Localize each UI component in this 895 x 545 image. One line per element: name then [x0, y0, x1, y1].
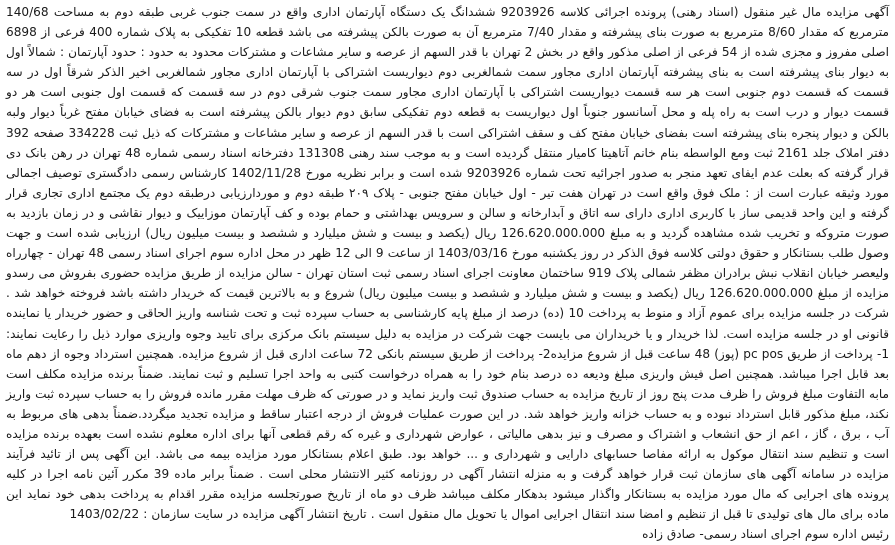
- auction-notice-body: آگهی مزایده مال غیر منقول (اسناد رهنی) پرونده اجرائی کلاسه 9203926 ششدانگ یک دستگاه آپارتمان اداری واقع در سمت جنوب غربی طبقه دوم به مساحت 140/68 مترمربع که مقدار 8/60 مترمربع به صورت بنای پیشرفته و مقدار 7/40 مترمربع آن به صورت بالکن پیشرفته می باشد قطعه 10 تفکیکی به پلاک شماره 400 فرعی از 6898 اصلی مفروز و مجزی شده از 54 فرعی از اصلی مذکور واقع در بخش 2 تهران با قدر السهم از عرصه و سایر مشاعات و مشترکات محدود به حدود : حدود آپارتمان : شمالاً اول به دیوار بنای پیشرفته است به بنای پیشرفته آپارتمان اداری مجاور سمت شمالغربی دوم دیواریست اشتراکی با آپارتمان اداری مجاور شمالغربی اخیر الذکر شرقاً اول در سه قسمت که قسمت دوم جنوبی است هر سه قسمت دیواریست اشتراکی با آپارتمان اداری مجاور سمت جنوب شرقی دوم در سه قسمت که قسمت اول جنوبی است هر دو قسمت دیوار و درب است به راه پله و محل آسانسور جنوباً اول دیواریست به قطعه دوم تفکیکی سابق دوم دیوار بالکن پیشرفته است به فضای خیابان مفتح غرباً دیوار ولبه بالکن و دیوار پنجره بنای پیشرفته است بفضای خیابان مفتح کف و سقف اشتراکی است با قدر السهم از عرصه و سایر مشاعات و مشترکات که ذیل ثبت 334228 صفحه 392 دفتر املاک جلد 2161 ثبت ومع الواسطه بنام خانم آتاهیتا کامیار منتقل گردیده است و به موجب سند رهنی 131308 دفترخانه اسناد رسمی شماره 48 تهران در رهن بانک دی قرار گرفته که بعلت عدم ایفای تعهد منجر به صدور اجرائیه تحت شماره 9203926 شده است و برابر نظریه مورخ 1402/11/28 کارشناس رسمی دادگستری توصیف اجمالی مورد وثیقه عبارت است از : ملک فوق واقع است در تهران هفت تیر - اول خیابان مفتح جنوبی - پلاک ۲۰۹ طبقه دوم و موردارزیابی درطبقه دوم یک مجتمع اداری تجاری قرار گرفته و این واحد قدیمی ساز با کاربری اداری دارای سه اتاق و آبدارخانه و سالن و سرویس بهداشتی و حمام بوده و کف آپارتمان موزاییک و دیوار نقاشی و در زمان بازدید به صورت متروکه و تخریب شده مشاهده گردید و به مبلغ 126.620.000.000 ریال (یکصد و بیست و شش میلیارد و ششصد و بیست میلیون ریال) ارزیابی شده است و جهت وصول طلب بستانکار و حقوق دولتی کلاسه فوق الذکر در روز یکشنبه مورخ 1403/03/16 از ساعت 9 الی 12 ظهر در محل اداره سوم اجرای اسناد رسمی 48 تهران - چهارراه ولیعصر خیابان انقلاب نبش برادران مظفر شمالی پلاک 919 ساختمان معاونت اجرای اسناد رسمی ثبت استان تهران - سالن مزایده از طریق مزایده حضوری بفروش می رسدو مزایده از مبلغ 126.620.000.000 ریال (یکصد و بیست و شش میلیارد و ششصد و بیست میلیون ریال) شروع و به بالاترین قیمت که خریدار داشته باشد فروخته خواهد شد . شرکت در جلسه مزایده برای عموم آزاد و منوط به پرداخت 10 (ده) درصد از مبلغ پایه کارشناسی به حساب سپرده ثبت و تحت شناسه واریز الحاقی و حضور خریدار یا نماینده قانونی او در جلسه مزایده است. لذا خریدار و یا خریداران می بایست جهت شرکت در مزایده به دلیل سیستم بانک مرکزی برای تایید وجوه واریزی موارد ذیل را رعایت نمایند: 1- پرداخت از طریق pc pos (پوز) 48 ساعت قبل از شروع مزایده2- پرداخت از طریق سیستم بانکی 72 ساعت اداری قبل از شروع مزایده. همچنین استرداد وجوه از دهم ماه بعد قابل اجرا میباشد. همچنین اصل فیش واریزی مبلغ ودیعه ده درصد بنام خود را به همراه درخواست کتبی به واحد اجرا تسلیم و ثبت نمایند. ضمناً برنده مزایده مکلف است مابه التفاوت مبلغ فروش را ظرف مدت پنج روز از تاریخ مزایده به حساب صندوق ثبت واریز نماید و در صورتی که ظرف مهلت مقرر مانده فروش را به حساب سپرده ثبت واریز نکند، مبلغ مذکور قابل استرداد نبوده و به حساب خزانه واریز خواهد شد. در این صورت عملیات فروش از درجه اعتبار ساقط و مزایده تجدید میگردد.ضمناً بدهی های مربوط به آب ، برق ، گاز ، اعم از حق انشعاب و اشتراک و مصرف و نیز بدهی مالیاتی ، عوارض شهرداری و غیره که رقم قطعی آنها برای اداره معلوم نشده است بعهده برنده مزایده است و تنظیم سند انتقال موکول به ارائه مفاصا حسابهای دارایی و شهرداری و ... خواهد بود. طبق اعلام بستانکار مورد مزایده بیمه می باشد. این آگهی پس از تائید فرآیند مزایده در سامانه آگهی های سازمان ثبت قرار خواهد گرفت و به منزله انتشار آگهی در روزنامه کثیر الانتشار محلی است . ضمناً برابر ماده 39 مکرر آئین نامه اجرا در کلیه پرونده های اجرایی که مال مورد مزایده به بستانکار واگذار میشود بدهکار مکلف میباشد ظرف دو ماه از تاریخ صورتجلسه مزایده مقرر اقدام به پرداخت بدهی خود نماید این ماده برای مال های تولیدی تا قبل از تنظیم و امضا سند انتقال اجرایی اموال یا تحویل مال منقول است . تاریخ انتشار آگهی مزایده در سایت سازمان : 1403/02/22: [6, 5, 890, 522]
- notice-signature: رئیس اداره سوم اجرای اسناد رسمی- صادق زاده: [642, 527, 889, 542]
